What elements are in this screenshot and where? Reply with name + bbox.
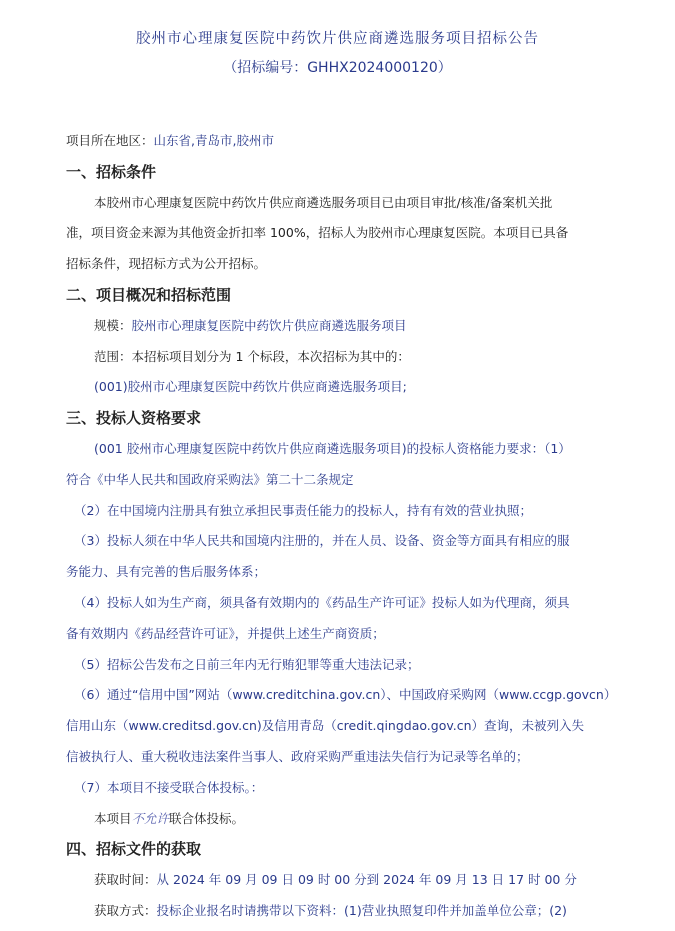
qualification-line: （4）投标人如为生产商，须具备有效期内的《药品生产许可证》投标人如为代理商，须具 [74, 594, 570, 610]
qualification-line: 备有效期内《药品经营许可证》，并提供上述生产商资质； [66, 625, 385, 641]
paragraph-line: 本胶州市心理康复医院中药饮片供应商遴选服务项目已由项目审批/核准/备案机关批 [94, 194, 553, 210]
section-heading-overview: 二、项目概况和招标范围 [66, 285, 232, 304]
qualification-line: (001 胶州市心理康复医院中药饮片供应商遴选服务项目)的投标人资格能力要求：（1） [94, 440, 571, 456]
method-line [66, 896, 609, 927]
joint-em: 不允许 [131, 810, 170, 826]
scale-line [66, 311, 609, 342]
section-heading-qualifications: 三、投标人资格要求 [66, 409, 202, 428]
region-value: 山东省,青岛市,胶州市 [153, 133, 274, 148]
time-line [66, 865, 609, 896]
document-body [66, 126, 617, 927]
time-value: 从 2024 年 09 月 09 日 09 时 00 分到 2024 年 09 月 13 日 17 时 00 分 [156, 872, 577, 888]
qualification-line: 符合《中华人民共和国政府采购法》第二十二条规定 [66, 471, 354, 487]
qualification-line: 信用山东（www.creditsd.gov.cn)及信用青岛（credit.qingdao.gov.cn）查询，未被列入失 [66, 718, 585, 734]
qualification-line: 信被执行人、重大税收违法案件当事人、政府采购严重违法失信行为记录等名单的； [66, 748, 529, 764]
region-label: 项目所在地区： [66, 133, 154, 148]
joint-pre: 本项目 [94, 810, 132, 826]
section-heading-conditions: 一、招标条件 [66, 162, 157, 181]
scale-label: 规模： [94, 317, 132, 333]
page-title: 胶州市心理康复医院中药饮片供应商遴选服务项目招标公告 [136, 31, 539, 47]
range-line: 范围：本招标项目划分为 1 个标段，本次招标为其中的： [94, 348, 410, 364]
joint-post: 联合体投标。 [169, 810, 245, 826]
paragraph-line: 招标条件，现招标方式为公开招标。 [66, 256, 267, 272]
qualification-line: （2）在中国境内注册具有独立承担民事责任能力的投标人，持有有效的营业执照； [74, 502, 532, 518]
section-heading-documents: 四、招标文件的获取 [66, 840, 202, 859]
time-label: 获取时间： [94, 872, 157, 888]
qualification-line: （3）投标人须在中华人民共和国境内注册的，并在人员、设备、资金等方面具有相应的服 [74, 533, 570, 549]
scale-value: 胶州市心理康复医院中药饮片供应商遴选服务项目 [131, 317, 407, 333]
qualification-line: （6）通过“信用中国”网站（www.creditchina.gov.cn）、中国政府采购网（www.ccgp.govcn） [74, 687, 617, 703]
lot-line: (001)胶州市心理康复医院中药饮片供应商遴选服务项目; [94, 379, 407, 395]
method-label: 获取方式： [94, 902, 157, 918]
method-value: 投标企业报名时请携带以下资料：(1)营业执照复印件并加盖单位公章；(2) [156, 902, 567, 918]
paragraph-line: 准，项目资金来源为其他资金折扣率 100%，招标人为胶州市心理康复医院。本项目已具备 [66, 225, 569, 241]
qualification-line: （7）本项目不接受联合体投标。： [74, 779, 264, 795]
tender-code: （招标编号：GHHX2024000120） [223, 60, 452, 76]
qualification-line: 务能力、具有完善的售后服务体系； [66, 564, 267, 580]
region-line [66, 126, 609, 157]
qualification-line: （5）招标公告发布之日前三年内无行贿犯罪等重大违法记录； [74, 656, 420, 672]
joint-bid-line [66, 804, 609, 835]
